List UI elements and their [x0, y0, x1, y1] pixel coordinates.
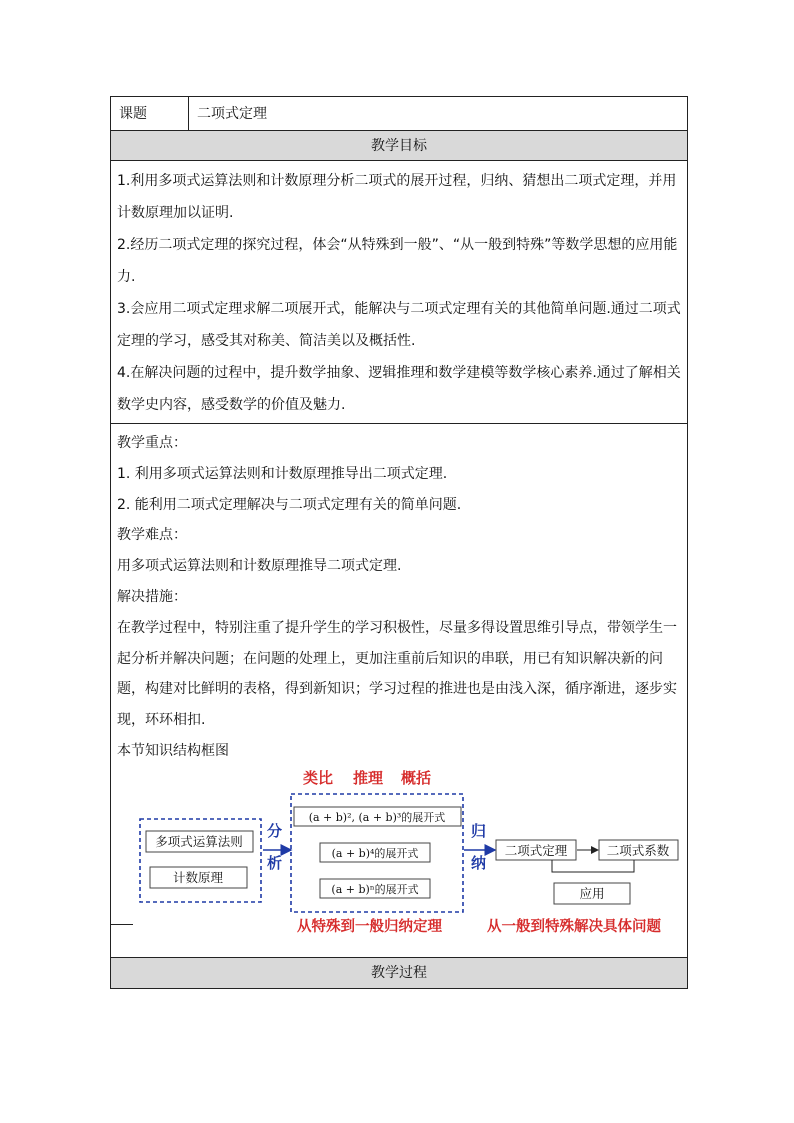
induce-char-1: 归 [471, 822, 487, 840]
topic-label: 课题 [111, 97, 189, 130]
title-row [111, 97, 687, 131]
application-label: 应用 [579, 886, 605, 901]
goal-item: 2.经历二项式定理的探究过程，体会“从特殊到一般”、“从一般到特殊”等数学思想的应用能力. [117, 237, 678, 285]
label-generalize: 概括 [401, 769, 432, 787]
difficulty-heading: 教学难点： [117, 527, 187, 544]
caption-specific-to-general: 从特殊到一般归纳定理 [297, 919, 442, 935]
expansion-label-2: (a + b)⁴的展开式 [331, 847, 419, 860]
polynomial-rules-label: 多项式运算法则 [155, 834, 243, 849]
counting-principle-label: 计数原理 [172, 870, 224, 885]
process-bar: 教学过程 [111, 958, 687, 988]
key-points-heading: 教学重点： [117, 435, 187, 451]
analyze-char-2: 析 [267, 854, 283, 872]
key-points-section [111, 424, 687, 958]
lesson-table [110, 96, 688, 989]
knowledge-structure-diagram [1, 766, 794, 936]
goals-section [111, 161, 687, 424]
key-point-item: 1. 利用多项式运算法则和计数原理推导出二项式定理. [117, 465, 448, 482]
goal-item: 3.会应用二项式定理求解二项展开式，能解决与二项式定理有关的其他简单问题.通过二项式定理的学习，感受其对称美、简洁美以及概括性. [117, 301, 681, 349]
coefficient-label: 二项式系数 [606, 843, 670, 858]
caption-general-to-specific: 从一般到特殊解决具体问题 [487, 919, 661, 935]
application-connector [552, 860, 634, 872]
divider-stub [111, 924, 133, 925]
measures-text: 在教学过程中，特别注重了提升学生的学习积极性，尽量多得设置思维引导点，带领学生一起分析并解决问题；在问题的处理上，更加注重前后知识的串联，用已有知识解决新的问题，构建对比鲜明的表格，得到新知识；学习过程的推进也是由浅入深，循序渐进，逐步实现，环环相扣. [117, 619, 677, 729]
expansion-label-1: (a + b)², (a + b)³的展开式 [308, 811, 446, 824]
analyze-char-1: 分 [267, 822, 283, 840]
goal-item: 1.利用多项式运算法则和计数原理分析二项式的展开过程，归纳、猜想出二项式定理，并用计数原理加以证明. [117, 173, 677, 221]
diagram-title: 本节知识结构框图 [117, 742, 229, 759]
difficulty-text: 用多项式运算法则和计数原理推导二项式定理. [117, 558, 402, 575]
theorem-label: 二项式定理 [504, 843, 568, 858]
induce-char-2: 纳 [471, 854, 487, 872]
goal-item: 4.在解决问题的过程中，提升数学抽象、逻辑推理和数学建模等数学核心素养.通过了解相关数学史内容，感受数学的价值及魅力. [117, 365, 681, 413]
label-reasoning: 推理 [353, 769, 384, 787]
topic-title: 二项式定理 [197, 106, 267, 122]
label-analogy: 类比 [303, 769, 334, 787]
expansion-label-3: (a + b)ⁿ的展开式 [331, 883, 419, 896]
measures-heading: 解决措施： [117, 588, 187, 605]
key-point-item: 2. 能利用二项式定理解决与二项式定理有关的简单问题. [117, 496, 462, 513]
goals-bar: 教学目标 [111, 131, 687, 161]
